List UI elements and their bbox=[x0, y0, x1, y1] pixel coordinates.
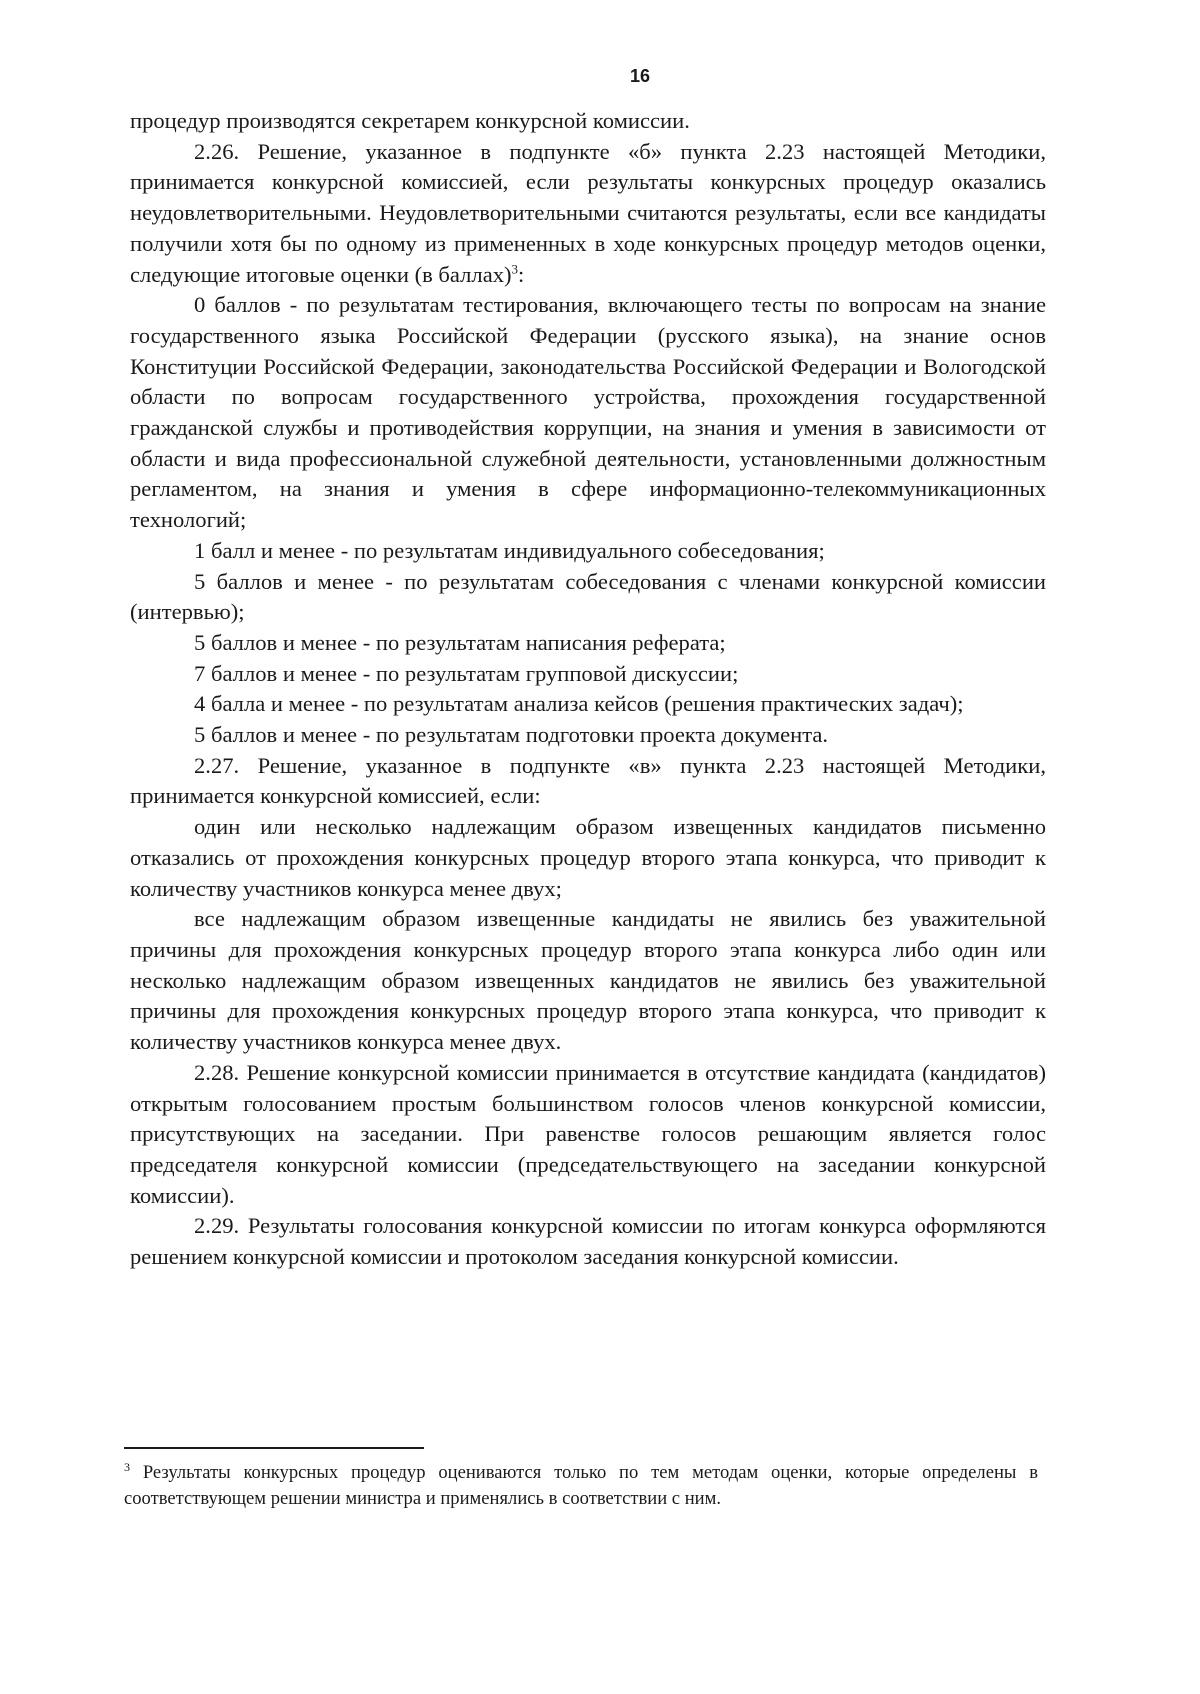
paragraph: все надлежащим образом извещенные кандидаты не явились без уважительной причины для прохождения конкурсных процедур второго этапа конкурса либо один или несколько надлежащим образом извещенных кандидатов не явились без уважительной причины для прохождения конкурсных процедур второго этапа конкурса, что приводит к количеству участников конкурса менее двух. bbox=[130, 906, 1046, 1055]
paragraph: 0 баллов - по результатам тестирования, включающего тесты по вопросам на знание государственного языка Российской Федерации (русского языка), на знание основ Конституции Российской Федерации, законодательства Российской Федерации и Вологодской области по вопросам государственного устройства, прохождения государственной гражданской службы и противодействия коррупции, на знания и умения в зависимости от области и вида профессиональной служебной деятельности, установленными должностным регламентом, на знания и умения в сфере информационно-телекоммуникационных технологий; bbox=[130, 292, 1046, 533]
paragraph bbox=[130, 137, 1046, 291]
paragraph: 2.29. Результаты голосования конкурсной комиссии по итогам конкурса оформляются решением конкурсной комиссии и протоколом заседания конкурсной комиссии. bbox=[130, 1213, 1046, 1270]
paragraph: 7 баллов и менее - по результатам групповой дискуссии; bbox=[194, 660, 739, 686]
paragraph: 4 балла и менее - по результатам анализа кейсов (решения практических задач); bbox=[194, 691, 964, 717]
footnote-marker: 3 bbox=[124, 1459, 130, 1474]
footnote-separator bbox=[124, 1447, 424, 1449]
paragraph-text: 2.26. Решение, указанное в подпункте «б» пункта 2.23 настоящей Методики, принимается конкурсной комиссией, если результаты конкурсных процедур оказались неудовлетворительными. Неудовлетворительными считаются результаты, если все кандидаты получили хотя бы по одному из примененных в ходе конкурсных процедур методов оценки, следующие итоговые оценки (в баллах) bbox=[130, 138, 1046, 287]
paragraph: один или несколько надлежащим образом извещенных кандидатов письменно отказались от прохождения конкурсных процедур второго этапа конкурса, что приводит к количеству участников конкурса менее двух; bbox=[130, 814, 1046, 901]
page-number: 16 bbox=[629, 66, 651, 86]
paragraph: 1 балл и менее - по результатам индивидуального собеседования; bbox=[194, 537, 825, 563]
footnote-text: Результаты конкурсных процедур оцениваются только по тем методам оценки, которые определены в соответствующем решении министра и применялись в соответствии с ним. bbox=[124, 1462, 1038, 1509]
paragraph: 2.27. Решение, указанное в подпункте «в» пункта 2.23 настоящей Методики, принимается конкурсной комиссией, если: bbox=[130, 752, 1046, 809]
paragraph: 5 баллов и менее - по результатам написания реферата; bbox=[194, 629, 726, 655]
footnote bbox=[124, 1460, 1038, 1512]
footnote-reference: 3 bbox=[511, 260, 519, 276]
paragraph-text-tail: : bbox=[518, 261, 525, 287]
paragraph: 5 баллов и менее - по результатам собеседования с членами конкурсной комиссии (интервью); bbox=[130, 568, 1046, 625]
paragraph: 5 баллов и менее - по результатам подготовки проекта документа. bbox=[194, 722, 829, 748]
document-body bbox=[130, 106, 1046, 1273]
paragraph: 2.28. Решение конкурсной комиссии принимается в отсутствие кандидата (кандидатов) открытым голосованием простым большинством голосов членов конкурсной комиссии, присутствующих на заседании. При равенстве голосов решающим является голос председателя конкурсной комиссии (председательствующего на заседании конкурсной комиссии). bbox=[130, 1059, 1046, 1208]
paragraph: процедур производятся секретарем конкурсной комиссии. bbox=[130, 108, 690, 133]
